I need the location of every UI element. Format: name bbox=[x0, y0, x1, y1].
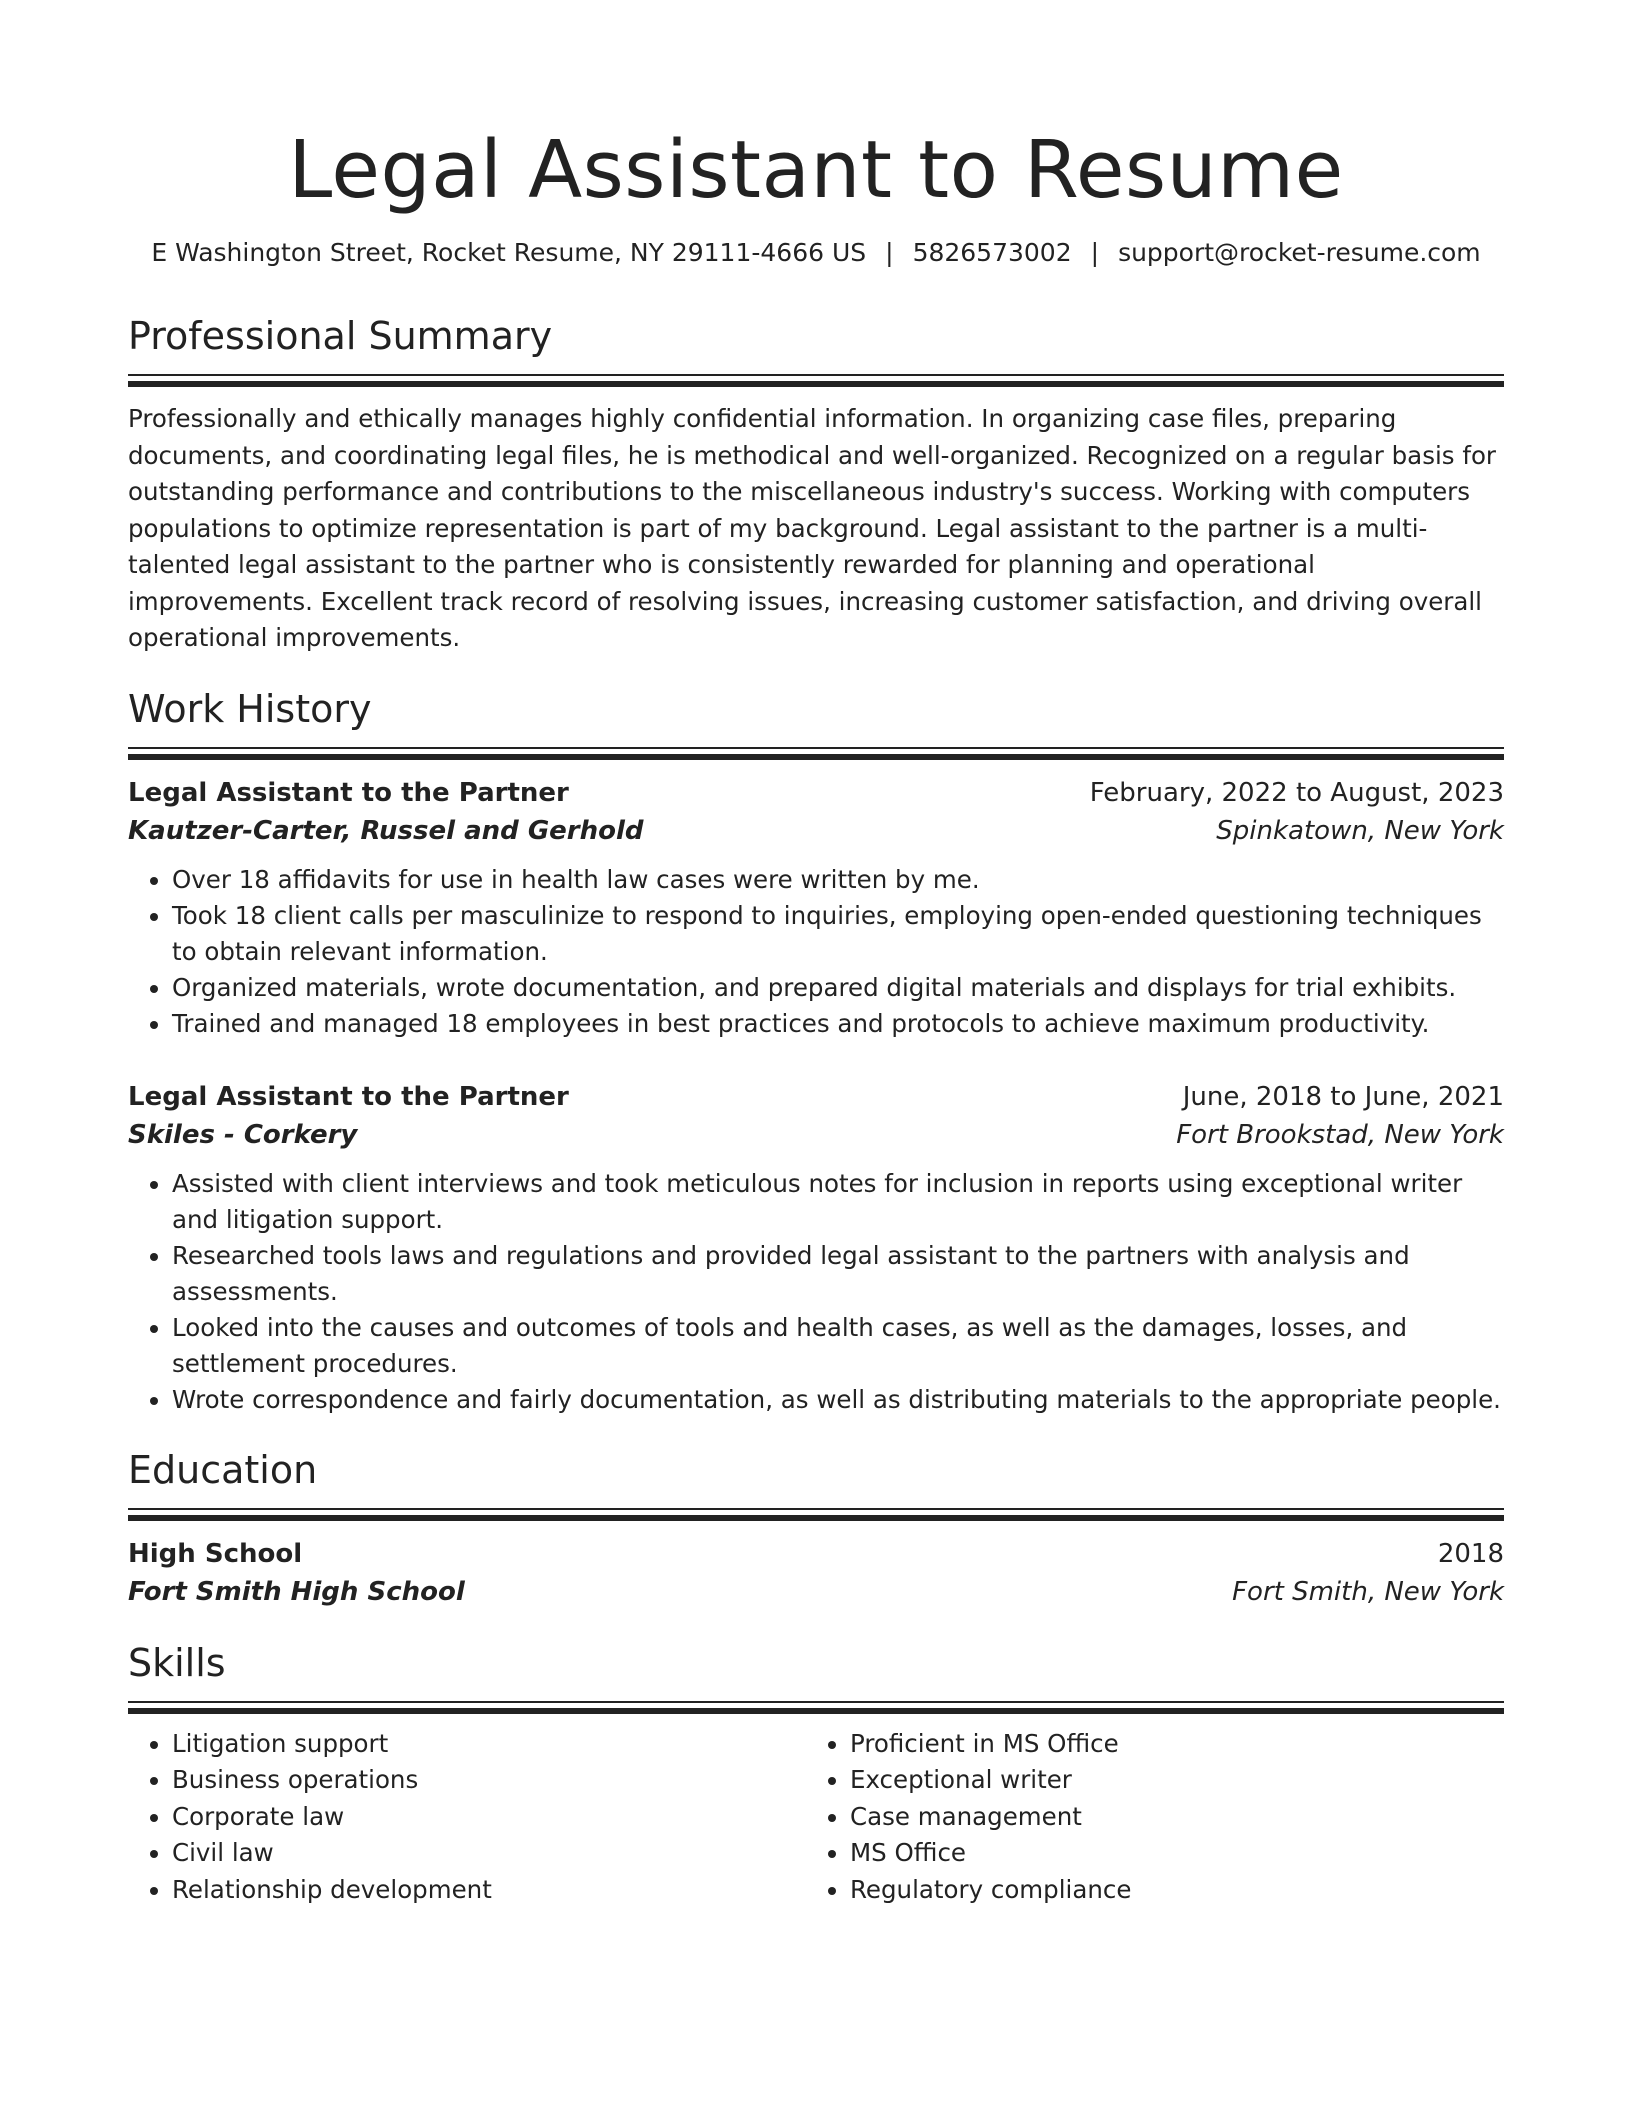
job-bullet: • Took 18 client calls per masculinize to respond to inquiries, employing open-ended questioning techniques to obtain relevant information. bbox=[172, 898, 1504, 970]
contact-phone: 5826573002 bbox=[912, 238, 1072, 267]
skills-heading: Skills bbox=[128, 1640, 226, 1685]
education-header bbox=[128, 1535, 1504, 1573]
section-divider bbox=[128, 747, 1504, 760]
job-title: Legal Assistant to the Partner bbox=[128, 777, 569, 808]
education-school: Fort Smith High School bbox=[128, 1576, 465, 1607]
job-location: Spinkatown, New York bbox=[1216, 815, 1504, 846]
education-degree: High School bbox=[128, 1538, 303, 1569]
education-location: Fort Smith, New York bbox=[1232, 1576, 1504, 1607]
job-bullet: • Organized materials, wrote documentation, and prepared digital materials and displays for trial exhibits. bbox=[172, 970, 1504, 1006]
summary-heading: Professional Summary bbox=[128, 314, 553, 358]
skill-item: • Regulatory compliance bbox=[850, 1872, 1484, 1909]
education-entry bbox=[128, 1535, 1504, 1611]
job-bullets bbox=[128, 1166, 1504, 1418]
skill-item: • Litigation support bbox=[172, 1726, 806, 1763]
contact-line bbox=[128, 236, 1504, 270]
skill-item: • Corporate law bbox=[172, 1799, 806, 1836]
contact-email: support@rocket-resume.com bbox=[1118, 238, 1481, 267]
skill-item: • Exceptional writer bbox=[850, 1762, 1484, 1799]
skill-item: • MS Office bbox=[850, 1835, 1484, 1872]
job-company: Skiles - Corkery bbox=[128, 1119, 358, 1150]
skills-section bbox=[128, 1639, 1504, 1909]
job-title: Legal Assistant to the Partner bbox=[128, 1081, 569, 1112]
resume-title: Legal Assistant to Resume bbox=[288, 124, 1344, 216]
work-history-heading: Work History bbox=[128, 686, 372, 731]
job-bullet: • Trained and managed 18 employees in best practices and protocols to achieve maximum productivity. bbox=[172, 1006, 1504, 1042]
work-history-section bbox=[128, 685, 1504, 1418]
job-bullet: • Assisted with client interviews and took meticulous notes for inclusion in reports using exceptional writer and litigation support. bbox=[172, 1166, 1504, 1238]
job-header bbox=[128, 1078, 1504, 1116]
job-bullet: • Wrote correspondence and fairly documentation, as well as distributing materials to the appropriate people. bbox=[172, 1382, 1504, 1418]
job-dates: June, 2018 to June, 2021 bbox=[1182, 1081, 1504, 1112]
section-divider bbox=[128, 1701, 1504, 1714]
skill-item: • Civil law bbox=[172, 1835, 806, 1872]
education-section bbox=[128, 1446, 1504, 1611]
job-dates: February, 2022 to August, 2023 bbox=[1089, 777, 1504, 808]
skills-column-left bbox=[128, 1726, 806, 1909]
skills-list bbox=[128, 1726, 806, 1909]
job-entry bbox=[128, 774, 1504, 1042]
job-bullets bbox=[128, 862, 1504, 1042]
job-bullet: • Looked into the causes and outcomes of tools and health cases, as well as the damages, losses, and settlement procedures. bbox=[172, 1310, 1504, 1382]
resume-page bbox=[128, 120, 1504, 1908]
section-divider bbox=[128, 374, 1504, 387]
job-bullet: • Over 18 affidavits for use in health law cases were written by me. bbox=[172, 862, 1504, 898]
contact-separator: | bbox=[885, 238, 894, 267]
skills-grid bbox=[128, 1726, 1504, 1909]
job-bullet: • Researched tools laws and regulations and provided legal assistant to the partners with analysis and assessments. bbox=[172, 1238, 1504, 1310]
skill-item: • Case management bbox=[850, 1799, 1484, 1836]
job-subheader bbox=[128, 1116, 1504, 1154]
skill-item: • Business operations bbox=[172, 1762, 806, 1799]
summary-section bbox=[128, 312, 1504, 657]
contact-separator: | bbox=[1090, 238, 1100, 267]
summary-text: Professionally and ethically manages highly confidential information. In organizing case files, preparing documents, and coordinating legal files, he is methodical and well-organized. Recognized on a regular basis for outstanding performance and contributions to the miscellaneous industry's success. Working with computers populations to optimize representation is part of my background. Legal assistant to the partner is a multi-talented legal assistant to the partner who is consistently rewarded for planning and operational improvements. Excellent track record of resolving issues, increasing customer satisfaction, and driving overall operational improvements. bbox=[128, 404, 1497, 652]
job-location: Fort Brookstad, New York bbox=[1176, 1119, 1504, 1150]
education-year: 2018 bbox=[1437, 1538, 1504, 1569]
education-heading: Education bbox=[128, 1447, 318, 1492]
job-header bbox=[128, 774, 1504, 812]
skill-item: • Proficient in MS Office bbox=[850, 1726, 1484, 1763]
job-entry bbox=[128, 1078, 1504, 1418]
job-company: Kautzer-Carter, Russel and Gerhold bbox=[128, 815, 644, 846]
skills-column-right bbox=[806, 1726, 1484, 1909]
education-subheader bbox=[128, 1573, 1504, 1611]
job-subheader bbox=[128, 812, 1504, 850]
skills-list bbox=[806, 1726, 1484, 1909]
skill-item: • Relationship development bbox=[172, 1872, 806, 1909]
contact-address: E Washington Street, Rocket Resume, NY 29111-4666 US bbox=[151, 238, 867, 267]
section-divider bbox=[128, 1508, 1504, 1521]
